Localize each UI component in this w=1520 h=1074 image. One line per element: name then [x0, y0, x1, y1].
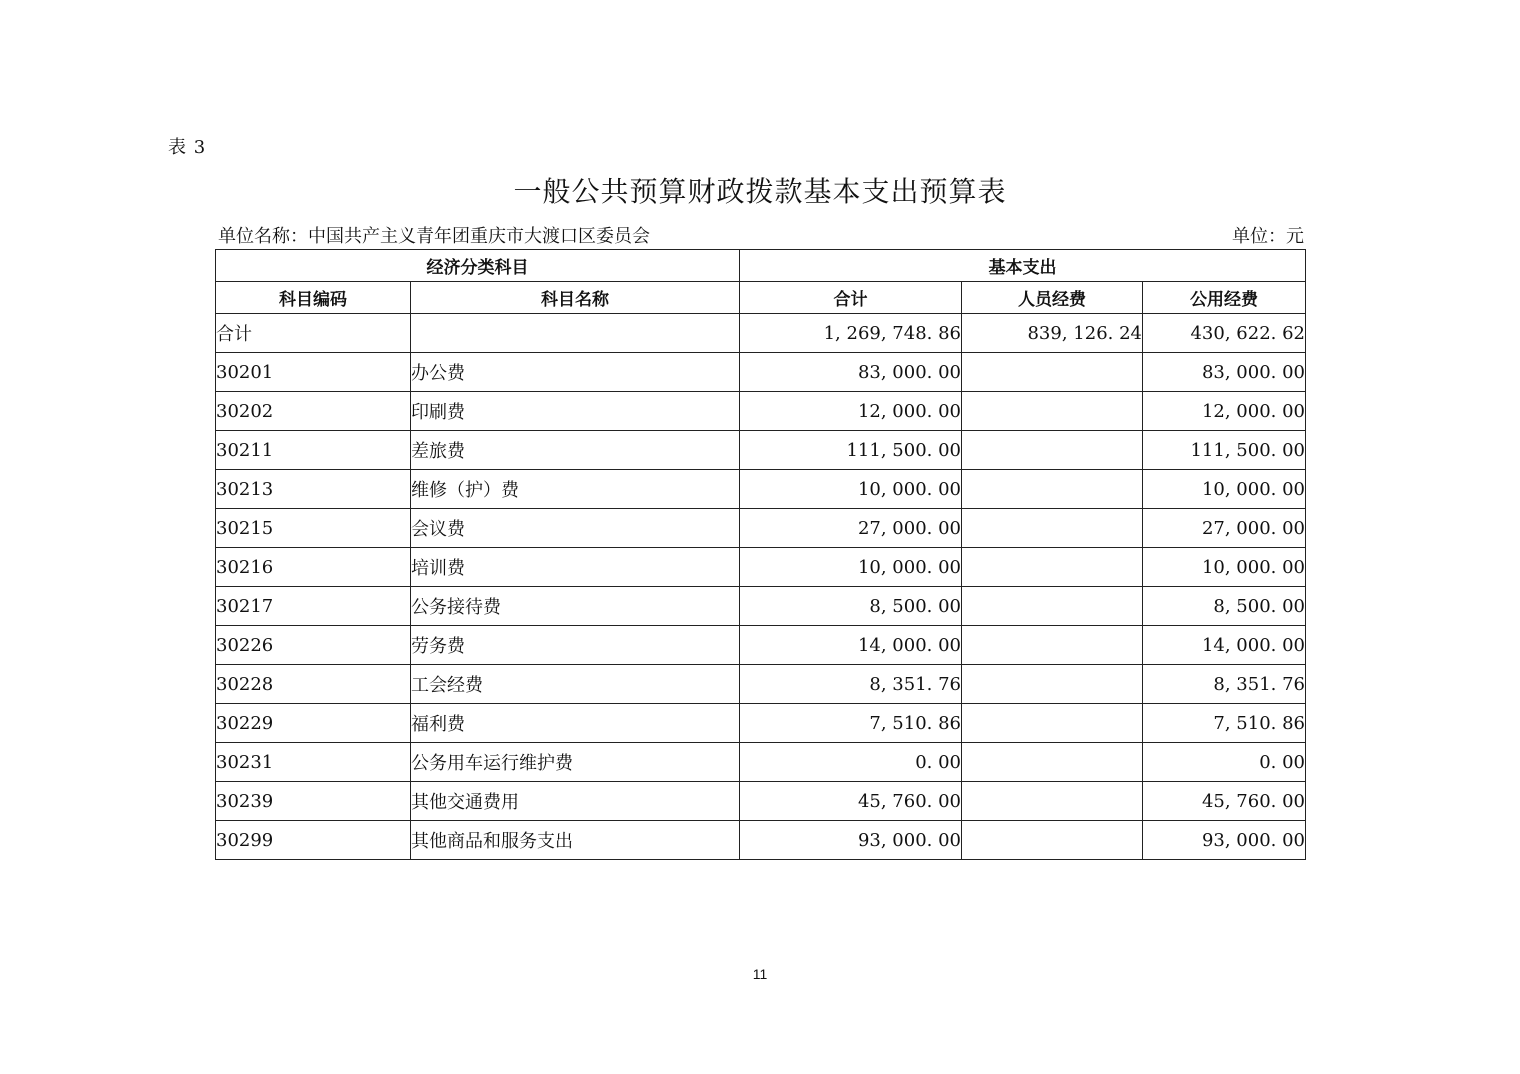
row-code: 30201 — [216, 353, 411, 392]
row-code: 30228 — [216, 665, 411, 704]
row-personnel — [962, 626, 1143, 665]
unit-label: 单位：元 — [1232, 226, 1304, 247]
row-personnel — [962, 509, 1143, 548]
row-public: 10, 000. 00 — [1143, 470, 1306, 509]
row-name: 公务用车运行维护费 — [411, 743, 740, 782]
row-public: 83, 000. 00 — [1143, 353, 1306, 392]
table-row — [216, 821, 1306, 860]
row-personnel — [962, 587, 1143, 626]
row-code: 30202 — [216, 392, 411, 431]
row-public: 12, 000. 00 — [1143, 392, 1306, 431]
row-personnel — [962, 548, 1143, 587]
row-total: 0. 00 — [740, 743, 962, 782]
table-row — [216, 392, 1306, 431]
row-name: 工会经费 — [411, 665, 740, 704]
table-row — [216, 587, 1306, 626]
row-public: 8, 351. 76 — [1143, 665, 1306, 704]
row-personnel — [962, 665, 1143, 704]
table-row — [216, 743, 1306, 782]
table-row — [216, 509, 1306, 548]
row-code: 30231 — [216, 743, 411, 782]
row-public: 93, 000. 00 — [1143, 821, 1306, 860]
table-label: 表 3 — [168, 137, 207, 158]
row-name: 维修（护）费 — [411, 470, 740, 509]
row-code: 30229 — [216, 704, 411, 743]
row-name: 公务接待费 — [411, 587, 740, 626]
row-name: 印刷费 — [411, 392, 740, 431]
row-total: 27, 000. 00 — [740, 509, 962, 548]
row-name: 劳务费 — [411, 626, 740, 665]
row-code: 30215 — [216, 509, 411, 548]
row-code: 30226 — [216, 626, 411, 665]
total-amount: 1, 269, 748. 86 — [740, 314, 962, 353]
table-row — [216, 704, 1306, 743]
row-public: 27, 000. 00 — [1143, 509, 1306, 548]
table-row — [216, 626, 1306, 665]
row-total: 10, 000. 00 — [740, 548, 962, 587]
header-public: 公用经费 — [1143, 282, 1306, 314]
row-public: 14, 000. 00 — [1143, 626, 1306, 665]
row-code: 30216 — [216, 548, 411, 587]
total-public: 430, 622. 62 — [1143, 314, 1306, 353]
table-row — [216, 665, 1306, 704]
row-total: 45, 760. 00 — [740, 782, 962, 821]
unit-name: 单位名称：中国共产主义青年团重庆市大渡口区委员会 — [218, 226, 650, 247]
row-total: 83, 000. 00 — [740, 353, 962, 392]
group-header-row — [216, 250, 1306, 282]
row-personnel — [962, 743, 1143, 782]
row-total: 14, 000. 00 — [740, 626, 962, 665]
total-row — [216, 314, 1306, 353]
row-total: 93, 000. 00 — [740, 821, 962, 860]
header-total: 合计 — [740, 282, 962, 314]
row-public: 8, 500. 00 — [1143, 587, 1306, 626]
row-public: 111, 500. 00 — [1143, 431, 1306, 470]
table-row — [216, 782, 1306, 821]
header-economic-classification: 经济分类科目 — [216, 250, 740, 282]
row-public: 45, 760. 00 — [1143, 782, 1306, 821]
row-total: 8, 351. 76 — [740, 665, 962, 704]
row-name: 办公费 — [411, 353, 740, 392]
row-personnel — [962, 431, 1143, 470]
table-row — [216, 353, 1306, 392]
row-personnel — [962, 392, 1143, 431]
header-basic-expenditure: 基本支出 — [740, 250, 1306, 282]
table-row — [216, 548, 1306, 587]
table-row — [216, 470, 1306, 509]
row-personnel — [962, 821, 1143, 860]
total-personnel: 839, 126. 24 — [962, 314, 1143, 353]
row-code: 30217 — [216, 587, 411, 626]
row-name: 其他交通费用 — [411, 782, 740, 821]
total-label: 合计 — [216, 314, 411, 353]
column-header-row — [216, 282, 1306, 314]
row-personnel — [962, 470, 1143, 509]
header-name: 科目名称 — [411, 282, 740, 314]
row-code: 30239 — [216, 782, 411, 821]
row-code: 30299 — [216, 821, 411, 860]
row-total: 8, 500. 00 — [740, 587, 962, 626]
table-row — [216, 431, 1306, 470]
row-public: 10, 000. 00 — [1143, 548, 1306, 587]
row-total: 12, 000. 00 — [740, 392, 962, 431]
total-name-cell — [411, 314, 740, 353]
row-code: 30213 — [216, 470, 411, 509]
row-personnel — [962, 353, 1143, 392]
row-total: 7, 510. 86 — [740, 704, 962, 743]
row-public: 0. 00 — [1143, 743, 1306, 782]
row-personnel — [962, 704, 1143, 743]
row-name: 其他商品和服务支出 — [411, 821, 740, 860]
row-total: 111, 500. 00 — [740, 431, 962, 470]
row-name: 会议费 — [411, 509, 740, 548]
page-title: 一般公共预算财政拨款基本支出预算表 — [513, 175, 1007, 208]
row-name: 福利费 — [411, 704, 740, 743]
row-public: 7, 510. 86 — [1143, 704, 1306, 743]
row-total: 10, 000. 00 — [740, 470, 962, 509]
row-name: 培训费 — [411, 548, 740, 587]
row-personnel — [962, 782, 1143, 821]
budget-table — [215, 249, 1306, 860]
row-code: 30211 — [216, 431, 411, 470]
row-name: 差旅费 — [411, 431, 740, 470]
page-number: 11 — [752, 966, 768, 982]
header-personnel: 人员经费 — [962, 282, 1143, 314]
header-code: 科目编码 — [216, 282, 411, 314]
